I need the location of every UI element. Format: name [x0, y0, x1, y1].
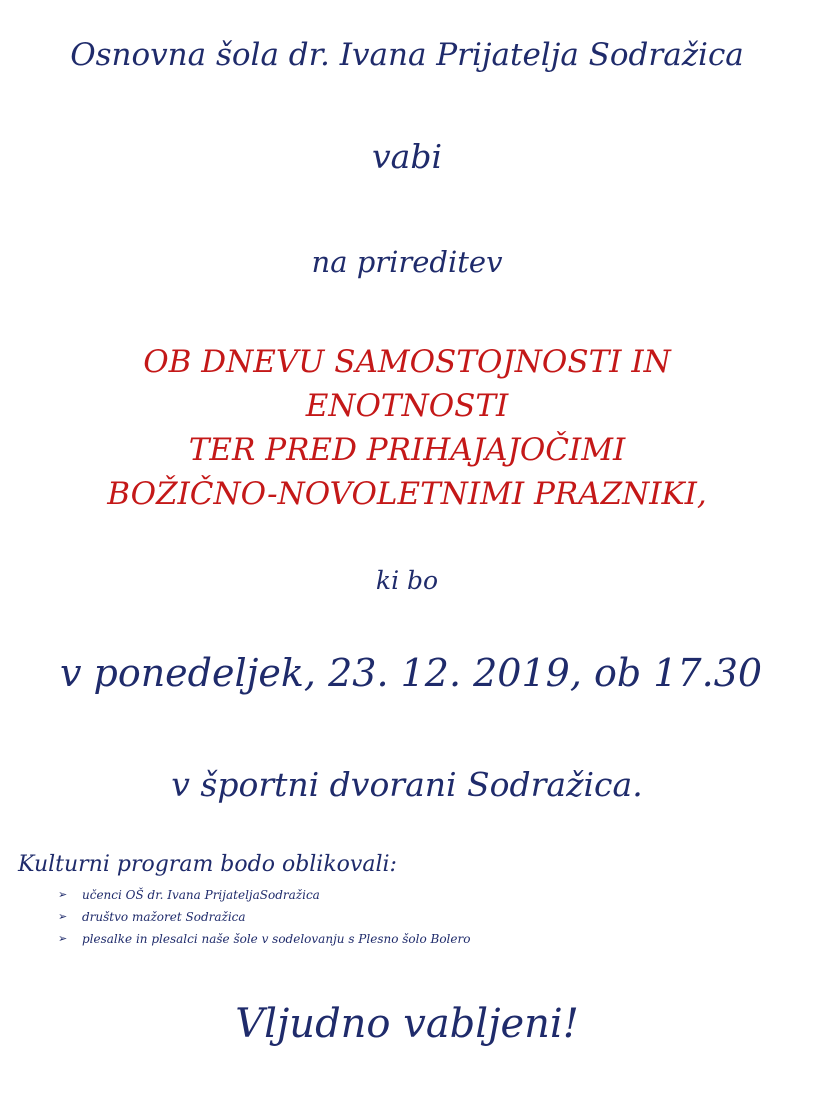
event-title: [0, 340, 814, 516]
program-section: [18, 854, 798, 950]
which-will-be-text: ki bo: [375, 566, 439, 595]
arrow-bullet-icon: ➢: [58, 888, 68, 901]
arrow-bullet-icon: ➢: [58, 932, 68, 945]
arrow-bullet-icon: ➢: [58, 910, 68, 923]
program-item-text: plesalke in plesalci naše šole v sodelovanju s Plesno šolo Bolero: [82, 932, 471, 946]
event-title-line: TER PRED PRIHAJAJOČIMI: [188, 432, 626, 468]
to-event-text: na prireditev: [311, 245, 503, 279]
event-date-time: v ponedeljek, 23. 12. 2019, ob 17.30: [59, 651, 763, 695]
list-item: [58, 928, 798, 950]
event-title-line: OB DNEVU SAMOSTOJNOSTI IN: [143, 344, 671, 380]
program-item-text: društvo mažoret Sodražica: [82, 910, 246, 924]
program-list: [18, 884, 798, 950]
invites-text: vabi: [372, 137, 442, 176]
program-item-text: učenci OŠ dr. Ivana PrijateljaSodražica: [82, 888, 320, 902]
closing-text: Vljudno vabljeni!: [235, 1001, 579, 1047]
school-name: Osnovna šola dr. Ivana Prijatelja Sodražica: [70, 37, 744, 73]
event-place: v športni dvorani Sodražica.: [171, 765, 643, 804]
event-title-line: ENOTNOSTI: [305, 388, 509, 424]
event-title-line: BOŽIČNO-NOVOLETNIMI PRAZNIKI,: [107, 476, 707, 512]
list-item: [58, 884, 798, 906]
list-item: [58, 906, 798, 928]
program-heading: Kulturni program bodo oblikovali:: [18, 852, 397, 877]
